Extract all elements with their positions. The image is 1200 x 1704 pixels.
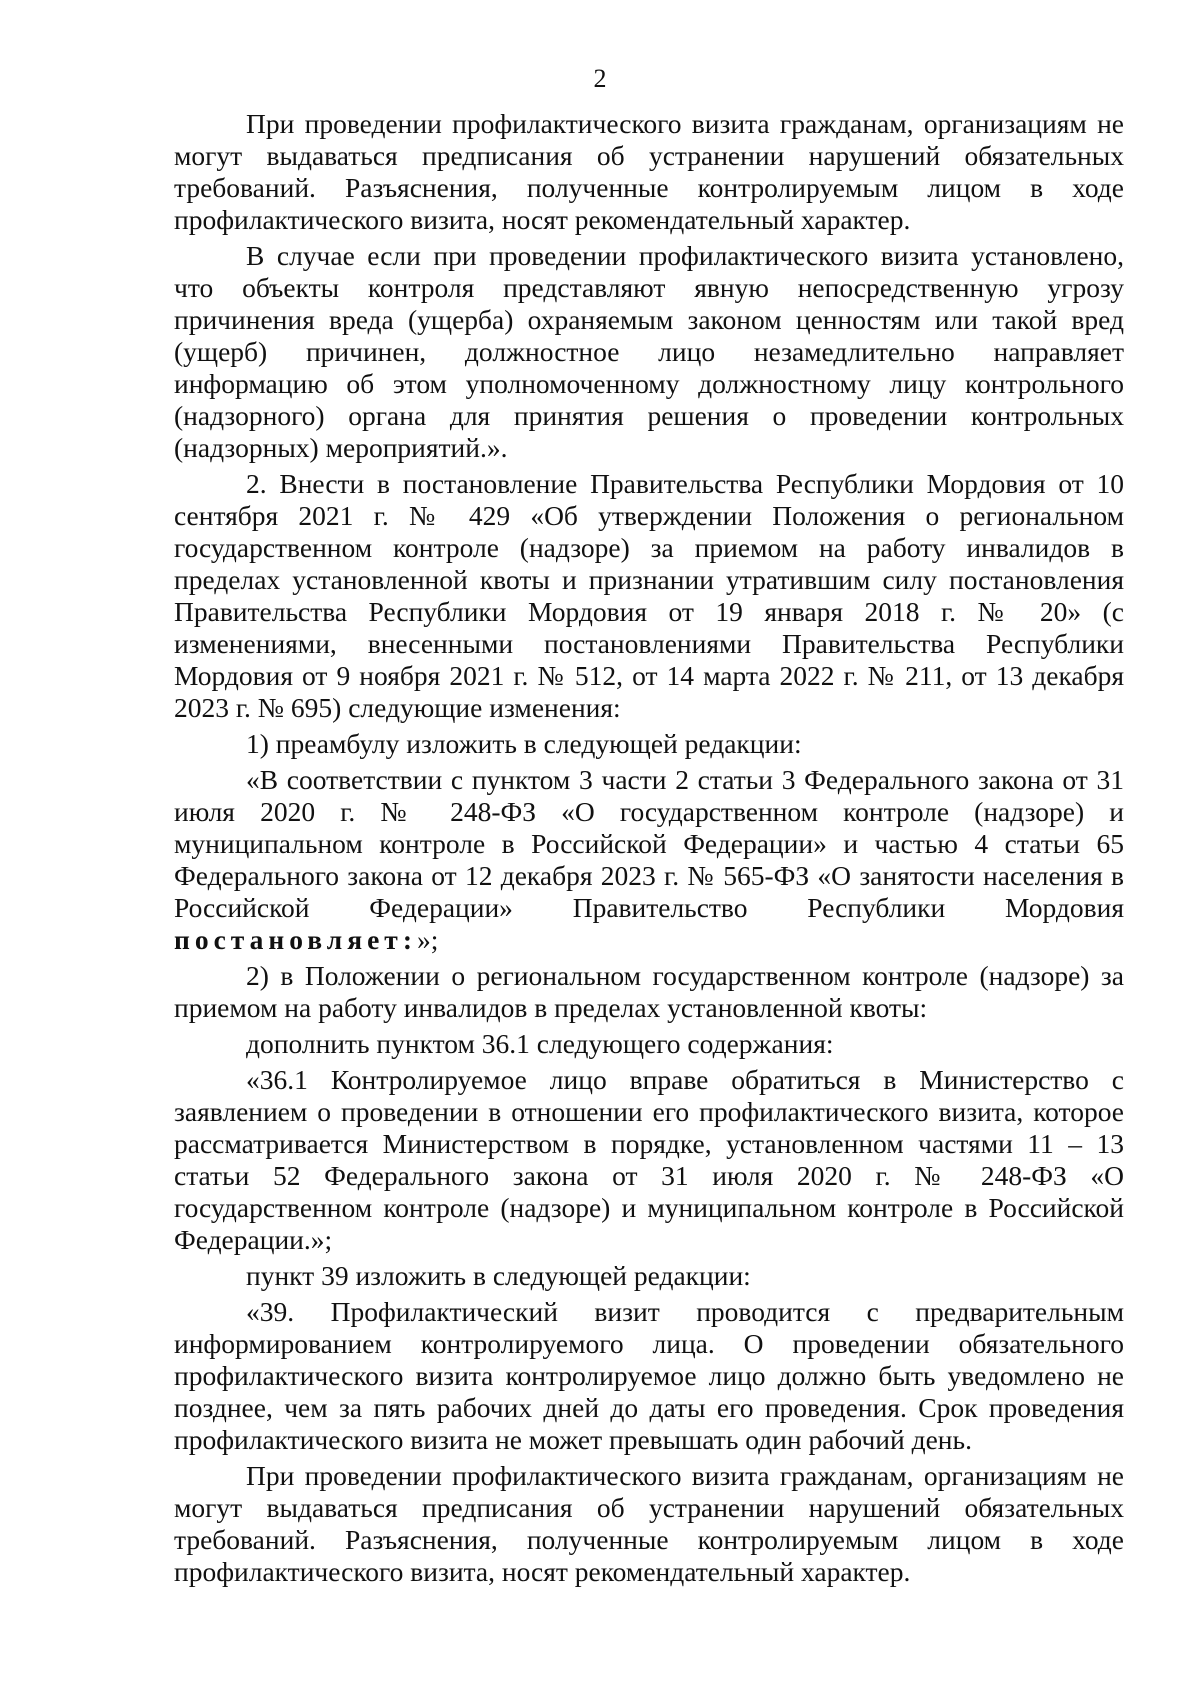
paragraph-item-36-1: «36.1 Контролируемое лицо вправе обратиться в Министерство с заявлением о проведении в отношении его профилактического визита, которое рассматривается Министерством в порядке, установленном частями 11 – 13 статьи 52 Федерального закона от 31 июля 2020 г. № 248-ФЗ «О государственном контроле (надзоре) и муниципальном контроле в Российской Федерации.»; bbox=[174, 1064, 1124, 1255]
decree-word: постановляет: bbox=[174, 924, 417, 955]
preamble-body: «В соответствии с пунктом 3 части 2 статьи 3 Федерального закона от 31 июля 2020 г. № 248-ФЗ «О государственном контроле (надзоре) и муниципальном контроле в Российской Федерации» и частью 4 статьи 65 Федерального закона от 12 декабря 2023 г. № 565-ФЗ «О занятости населения в Российской Федерации» Правительство Республики Мордовия bbox=[174, 764, 1124, 923]
page-number: 2 bbox=[593, 64, 607, 93]
paragraph-visit-prescriptions: При проведении профилактического визита гражданам, организациям не могут выдаваться предписания об устранении нарушений обязательных требований. Разъяснения, полученные контролируемым лицом в ходе профилактического визита, носят рекомендательный характер. bbox=[174, 108, 1124, 235]
paragraph-regulation-changes: 2) в Положении о региональном государственном контроле (надзоре) за приемом на работу инвалидов в пределах установленной квоты: bbox=[174, 960, 1124, 1023]
paragraph-threat-case: В случае если при проведении профилактического визита установлено, что объекты контроля представляют явную непосредственную угрозу причинения вреда (ущерба) охраняемым законом ценностям или такой вред (ущерб) причинен, должностное лицо незамедлительно направляет информацию об этом уполномоченному должностному лицу контрольного (надзорного) органа для принятия решения о проведении контрольных (надзорных) мероприятий.». bbox=[174, 240, 1124, 463]
paragraph-item-39-intro: пункт 39 изложить в следующей редакции: bbox=[246, 1260, 751, 1291]
paragraph-add-item-36-1: дополнить пунктом 36.1 следующего содержания: bbox=[246, 1028, 834, 1059]
paragraph-preamble-intro: 1) преамбулу изложить в следующей редакции: bbox=[246, 728, 802, 759]
paragraph-visit-prescriptions-repeat: При проведении профилактического визита гражданам, организациям не могут выдаваться предписания об устранении нарушений обязательных требований. Разъяснения, полученные контролируемым лицом в ходе профилактического визита, носят рекомендательный характер. bbox=[174, 1460, 1124, 1587]
paragraph-item-39: «39. Профилактический визит проводится с предварительным информированием контролируемого лица. О проведении обязательного профилактического визита контролируемое лицо должно быть уведомлено не позднее, чем за пять рабочих дней до даты его проведения. Срок проведения профилактического визита не может превышать один рабочий день. bbox=[174, 1296, 1124, 1455]
document-body bbox=[174, 108, 1124, 1592]
preamble-closing: »; bbox=[416, 924, 439, 955]
paragraph-amendment-2: 2. Внести в постановление Правительства Республики Мордовия от 10 сентября 2021 г. № 429 «Об утверждении Положения о региональном государственном контроле (надзоре) за приемом на работу инвалидов в пределах установленной квоты и признании утратившим силу постановления Правительства Республики Мордовия от 19 января 2018 г. № 20» (с изменениями, внесенными постановлениями Правительства Республики Мордовия от 9 ноября 2021 г. № 512, от 14 марта 2022 г. № 211, от 13 декабря 2023 г. № 695) следующие изменения: bbox=[174, 468, 1124, 723]
paragraph-preamble-text bbox=[174, 764, 1124, 956]
